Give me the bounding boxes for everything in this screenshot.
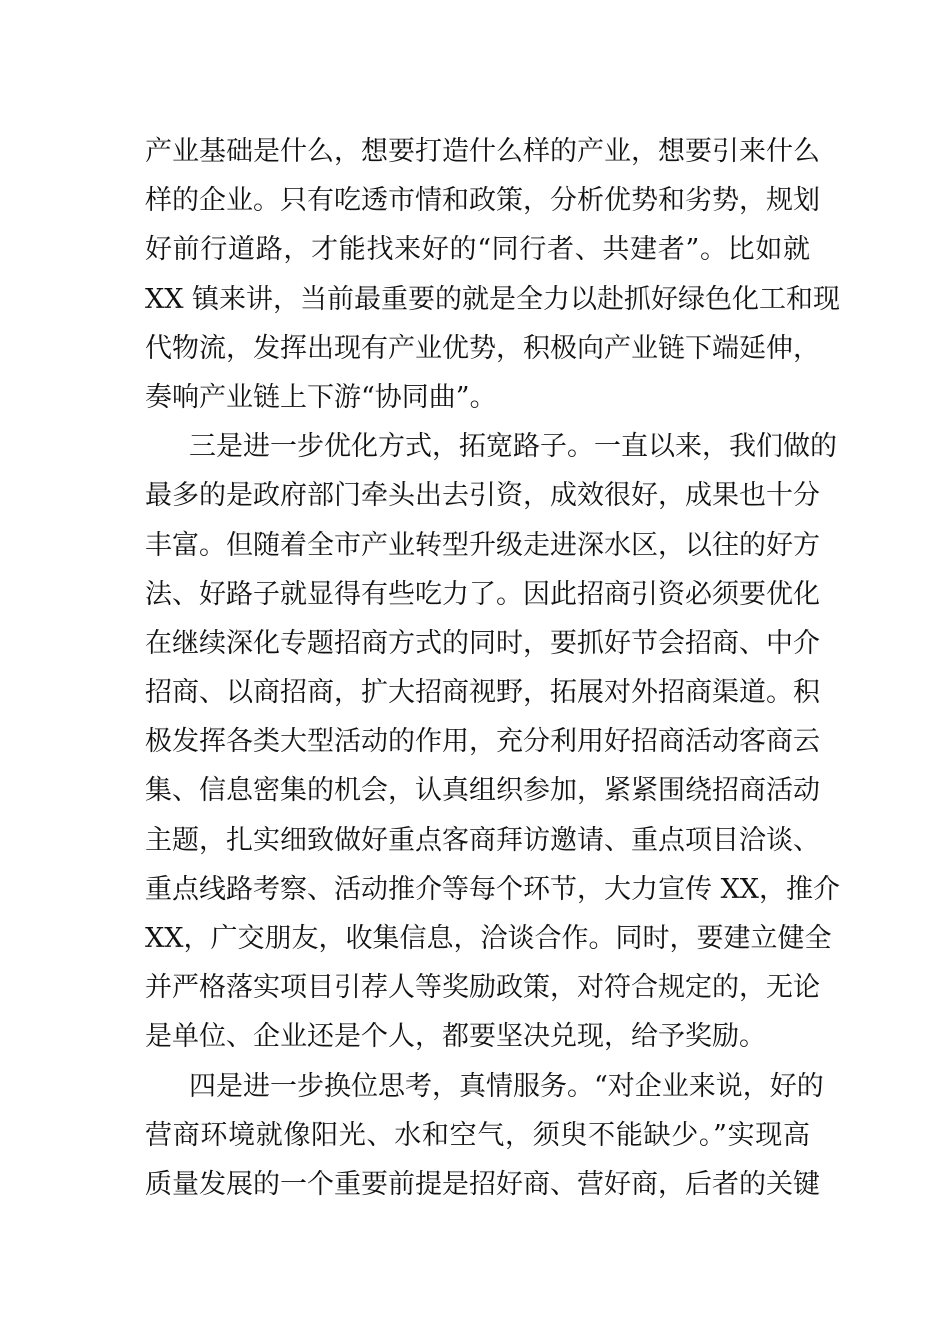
text-line: 好前行道路，才能找来好的“同行者、共建者”。比如就 bbox=[145, 234, 810, 266]
text-line: 最多的是政府部门牵头出去引资，成效很好，成果也十分 bbox=[145, 480, 820, 512]
text-line: 是单位、企业还是个人，都要坚决兑现，给予奖励。 bbox=[145, 1021, 766, 1053]
text-line: 在继续深化专题招商方式的同时，要抓好节会招商、中介 bbox=[145, 627, 820, 659]
text-line: 集、信息密集的机会，认真组织参加，紧紧围绕招商活动 bbox=[145, 775, 820, 807]
text-line: XX，广交朋友，收集信息，洽谈合作。同时，要建立健全 bbox=[145, 923, 832, 954]
text-line: 质量发展的一个重要前提是招好商、营好商，后者的关键 bbox=[145, 1168, 820, 1200]
text-line: 样的企业。只有吃透市情和政策，分析优势和劣势，规划 bbox=[145, 185, 820, 217]
text-line: 极发挥各类大型活动的作用，充分利用好招商活动客商云 bbox=[145, 726, 820, 758]
text-line: 代物流，发挥出现有产业优势，积极向产业链下端延伸， bbox=[145, 332, 820, 364]
text-line: 法、好路子就显得有些吃力了。因此招商引资必须要优化 bbox=[145, 578, 820, 610]
text-line: 招商、以商招商，扩大招商视野，拓展对外招商渠道。积 bbox=[145, 677, 820, 709]
text-line: 主题，扎实细致做好重点客商拜访邀请、重点项目洽谈、 bbox=[145, 824, 820, 856]
paragraph-start-line: 四是进一步换位思考，真情服务。“对企业来说，好的 bbox=[189, 1070, 824, 1102]
paragraph-start-line: 三是进一步优化方式，拓宽路子。一直以来，我们做的 bbox=[189, 431, 837, 463]
body-text bbox=[145, 127, 841, 1209]
text-line: 奏响产业链上下游“协同曲”。 bbox=[145, 381, 497, 413]
text-line: 丰富。但随着全市产业转型升级走进深水区，以往的好方 bbox=[145, 529, 820, 561]
text-line: XX 镇来讲，当前最重要的就是全力以赴抓好绿色化工和现 bbox=[145, 283, 841, 315]
text-line: 营商环境就像阳光、水和空气，须臾不能缺少。”实现高 bbox=[145, 1119, 810, 1151]
text-line: 重点线路考察、活动推介等每个环节，大力宣传 XX，推介 bbox=[145, 873, 841, 905]
text-line: 产业基础是什么，想要打造什么样的产业，想要引来什么 bbox=[145, 136, 820, 167]
text-line: 并严格落实项目引荐人等奖励政策，对符合规定的，无论 bbox=[145, 972, 820, 1004]
